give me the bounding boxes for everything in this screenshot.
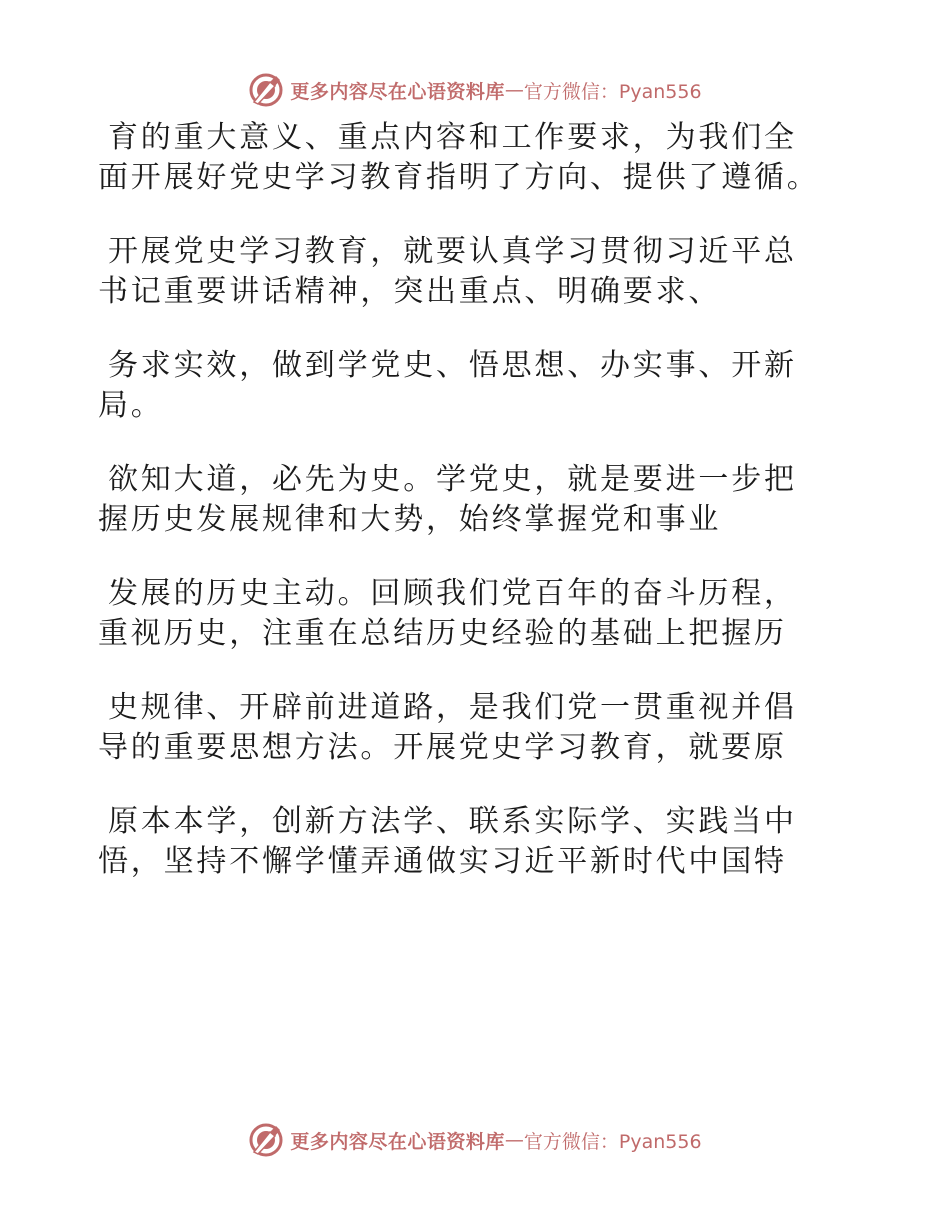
watermark-contact: 官方微信：Pyan556 <box>523 80 702 103</box>
document-body <box>98 118 838 882</box>
pen-logo-icon <box>248 72 284 108</box>
watermark-main-text: 更多内容尽在心语资料库 <box>290 1130 505 1153</box>
watermark-header <box>0 70 950 110</box>
pen-logo-icon <box>248 1122 284 1158</box>
text-line: 握历史发展规律和大势，始终掌握党和事业 <box>98 502 722 537</box>
text-line: 务求实效，做到学党史、悟思想、办实事、开新 <box>108 348 797 383</box>
text-line: 局。 <box>98 388 164 423</box>
text-line: 重视历史，注重在总结历史经验的基础上把握历 <box>98 616 787 651</box>
text-line: 面开展好党史学习教育指明了方向、提供了遵循。 <box>98 160 820 195</box>
watermark-main-text: 更多内容尽在心语资料库 <box>290 80 505 103</box>
text-line: 欲知大道，必先为史。学党史，就是要进一步把 <box>108 462 797 497</box>
watermark-contact: 官方微信：Pyan556 <box>523 1130 702 1153</box>
text-line: 导的重要思想方法。开展党史学习教育，就要原 <box>98 730 787 765</box>
text-line: 悟，坚持不懈学懂弄通做实习近平新时代中国特 <box>98 844 787 879</box>
text-line: 发展的历史主动。回顾我们党百年的奋斗历程， <box>108 576 797 611</box>
watermark-footer <box>0 1120 950 1160</box>
text-line: 育的重大意义、重点内容和工作要求，为我们全 <box>108 120 797 155</box>
text-line: 原本本学，创新方法学、联系实际学、实践当中 <box>108 804 797 839</box>
text-line: 史规律、开辟前进道路，是我们党一贯重视并倡 <box>108 690 797 725</box>
text-line: 书记重要讲话精神，突出重点、明确要求、 <box>98 274 722 309</box>
watermark-separator: — <box>504 79 524 101</box>
text-line: 开展党史学习教育，就要认真学习贯彻习近平总 <box>108 234 797 269</box>
watermark-separator: — <box>504 1129 524 1151</box>
